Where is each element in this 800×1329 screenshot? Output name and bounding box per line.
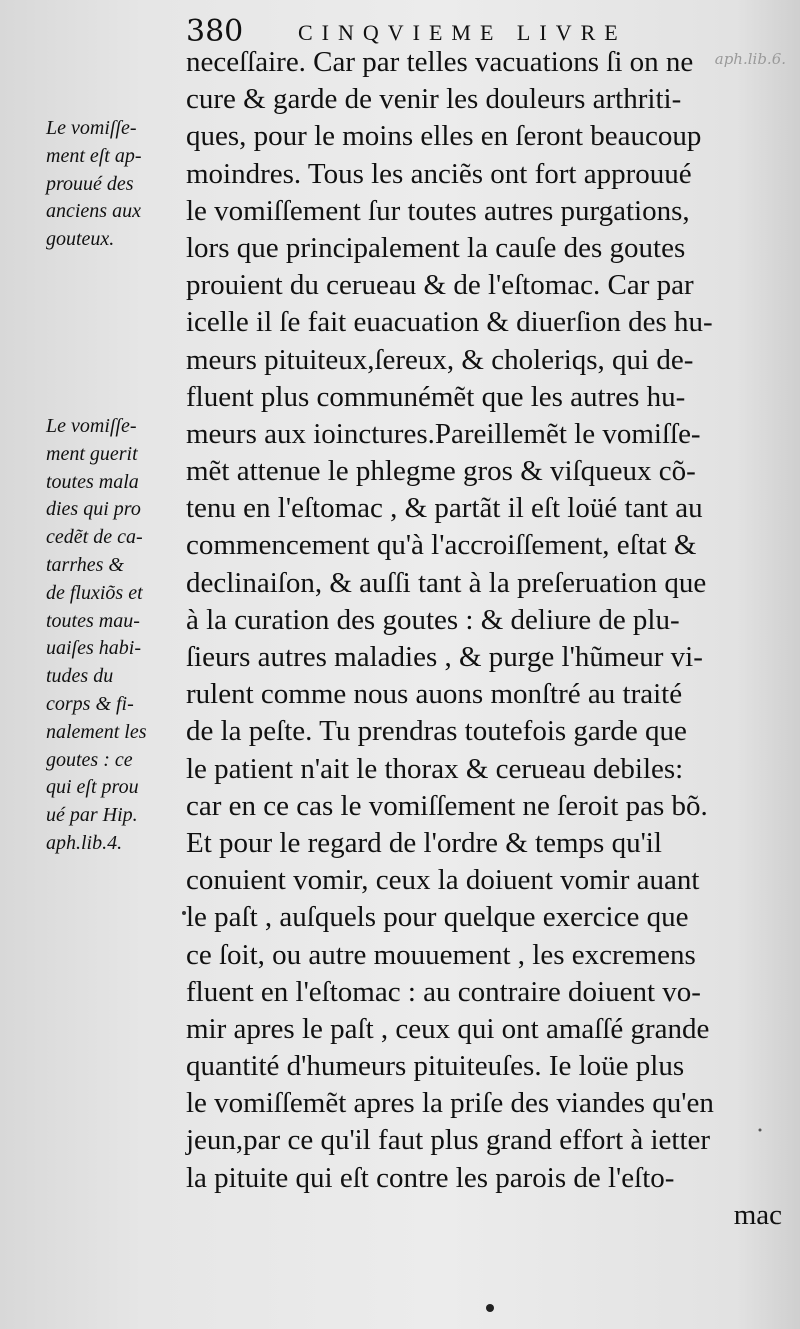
text-line: tenu en l'eſtomac , & partãt il eſt loüé tant au: [186, 492, 703, 525]
margin-note-line: de fluxiõs et: [46, 581, 143, 604]
text-line: neceſſaire. Car par telles vacuations ſi on ne: [186, 46, 694, 78]
margin-note-line: nalement les: [46, 720, 147, 743]
margin-note-line: corps & fi-: [46, 692, 134, 715]
text-line: moindres. Tous les anciẽs ont fort approuué: [186, 157, 692, 190]
margin-note-line: Le vomiſſe-: [46, 117, 137, 139]
margin-note-line: ment eſt ap-: [46, 144, 142, 167]
page-number: 380: [186, 14, 244, 49]
text-line: conuient vomir, ceux la doiuent vomir auant: [186, 864, 700, 897]
margin-note-line: ué par Hip.: [46, 804, 138, 827]
text-line: ce ſoit, ou autre mouuement , les excremens: [186, 938, 696, 971]
text-line: mir apres le paſt , ceux qui ont amaſſé grande: [186, 1012, 710, 1045]
margin-note-line: anciens aux: [46, 200, 141, 223]
margin-note-line: toutes mala: [46, 470, 139, 493]
margin-note-line: prouué des: [46, 172, 134, 195]
text-line: lors que principalement la cauſe des goutes: [186, 231, 686, 264]
text-line: la pituite qui eſt contre les parois de l'eſto-: [186, 1161, 675, 1194]
text-line: ques, pour le moins elles en ſeront beaucoup: [186, 120, 702, 153]
show-through-text: aph.lib.6.: [714, 50, 786, 68]
text-line: mẽt attenue le phlegme gros & viſqueux cõ-: [186, 455, 696, 488]
margin-note-2: [46, 413, 186, 858]
text-line: meurs aux ioinctures.Pareillemẽt le vomiſſe-: [186, 417, 701, 450]
text-line: commencement qu'à l'accroiſſement, eſtat &: [186, 529, 697, 562]
margin-note-line: aph.lib.4.: [46, 831, 123, 854]
text-line: prouient du cerueau & de l'eſtomac. Car par: [186, 269, 694, 302]
margin-note-line: goutes : ce: [46, 748, 133, 771]
margin-note-1: [46, 115, 186, 254]
text-line: icelle il ſe fait euacuation & diuerſion des hu-: [186, 306, 713, 339]
text-line: declinaiſon, & auſſi tant à la preſeruation que: [186, 566, 707, 599]
margin-note-line: qui eſt prou: [46, 776, 139, 799]
margin-note-line: Le vomiſſe-: [46, 415, 137, 437]
margin-note-line: tarrhes &: [46, 553, 124, 576]
text-line: de la peſte. Tu prendras toutefois garde que: [186, 715, 687, 748]
margin-note-line: tudes du: [46, 665, 114, 688]
text-line: jeun,par ce qu'il faut plus grand effort à ietter: [186, 1124, 711, 1157]
text-line: à la curation des goutes : & deliure de plu-: [186, 603, 680, 636]
margin-note-line: dies qui pro: [46, 498, 141, 521]
text-line: ſieurs autres maladies , & purge l'hũmeur vi-: [186, 641, 703, 673]
running-head: CINQVIEME LIVRE: [298, 20, 627, 45]
text-line: le patient n'ait le thorax & cerueau debiles:: [186, 752, 684, 785]
text-line: cure & garde de venir les douleurs arthriti-: [186, 83, 682, 116]
text-line: car en ce cas le vomiſſement ne ſeroit pas bõ.: [186, 789, 708, 822]
margin-note-line: gouteux.: [46, 228, 115, 251]
margin-note-line: toutes mau-: [46, 609, 140, 632]
text-line: le paſt , auſquels pour quelque exercice que: [186, 901, 689, 934]
text-line: meurs pituiteux,ſereux, & choleriqs, qui de-: [186, 343, 694, 376]
margin-note-line: cedẽt de ca-: [46, 526, 143, 549]
text-line: rulent comme nous auons monſtré au traité: [186, 678, 683, 711]
margin-note-line: uaiſes habi-: [46, 637, 141, 660]
catchword: mac: [733, 1198, 782, 1231]
main-text-block: [186, 44, 782, 1234]
text-line: le vomiſſement ſur toutes autres purgations,: [186, 194, 690, 227]
text-line: fluent plus communémẽt que les autres hu-: [186, 380, 686, 413]
text-line: Et pour le regard de l'ordre & temps qu'il: [186, 826, 662, 859]
margin-note-line: ment guerit: [46, 442, 138, 465]
text-line: fluent en l'eſtomac : au contraire doiuent vo-: [186, 975, 701, 1008]
text-line: le vomiſſemẽt apres la priſe des viandes qu'en: [186, 1087, 714, 1120]
text-line: quantité d'humeurs pituiteuſes. Ie loüe plus: [186, 1050, 685, 1083]
